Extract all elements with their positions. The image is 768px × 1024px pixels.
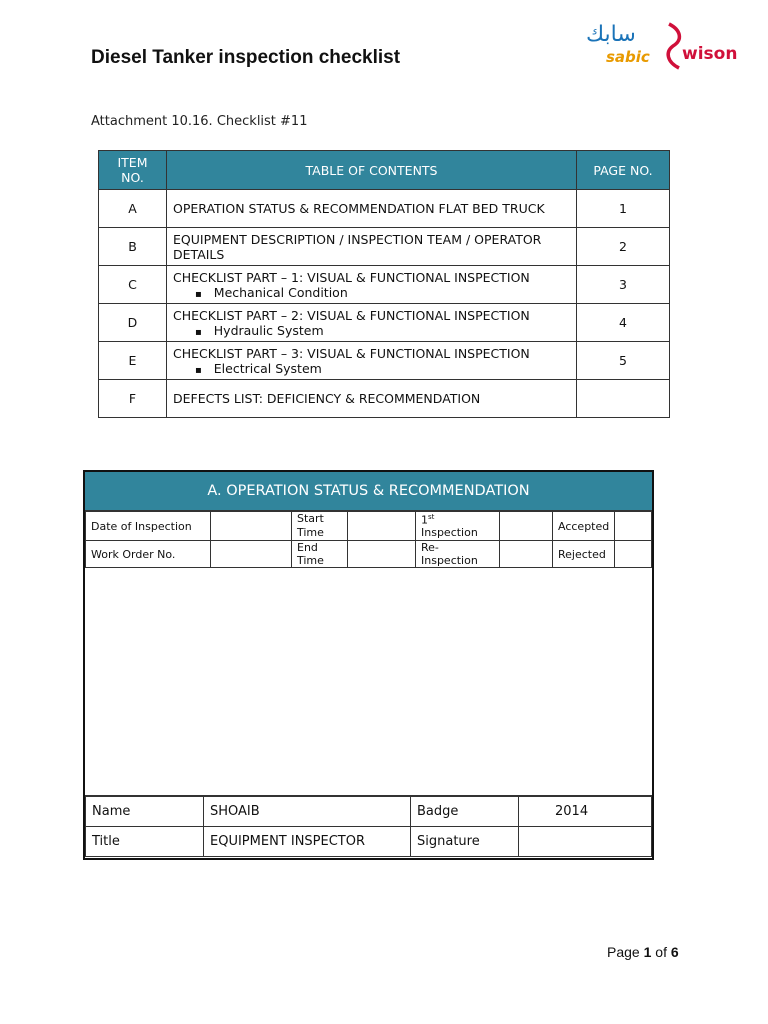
- name-value[interactable]: SHOAIB: [204, 797, 411, 827]
- page-current: 1: [643, 944, 652, 960]
- toc-header-item-no: ITEM NO.: [99, 151, 167, 190]
- toc-subitem: ▪ Mechanical Condition: [173, 285, 570, 300]
- toc-page: 5: [577, 342, 670, 380]
- accepted-label: Accepted: [553, 512, 615, 541]
- date-of-inspection-field[interactable]: [211, 512, 292, 541]
- toc-text: CHECKLIST PART – 2: VISUAL & FUNCTIONAL INSPECTION: [173, 307, 530, 323]
- toc-subitem: ▪ Hydraulic System: [173, 323, 570, 338]
- table-row: [99, 304, 670, 342]
- date-of-inspection-label: Date of Inspection: [86, 512, 211, 541]
- table-row: [86, 512, 652, 541]
- first-inspection-label: [416, 512, 500, 541]
- table-row: [99, 190, 670, 228]
- rejected-checkbox[interactable]: [615, 541, 652, 568]
- toc-cell: [167, 266, 577, 304]
- signature-field[interactable]: [519, 827, 652, 857]
- signature-label: Signature: [411, 827, 519, 857]
- name-label: Name: [86, 797, 204, 827]
- work-order-label: Work Order No.: [86, 541, 211, 568]
- start-time-label: Start Time: [292, 512, 348, 541]
- toc-text: CHECKLIST PART – 3: VISUAL & FUNCTIONAL INSPECTION: [173, 345, 530, 361]
- toc-page: 2: [577, 228, 670, 266]
- toc-header-page-no: PAGE NO.: [577, 151, 670, 190]
- re-inspection-label: Re-Inspection: [416, 541, 500, 568]
- accepted-checkbox[interactable]: [615, 512, 652, 541]
- table-of-contents: [98, 150, 670, 418]
- toc-item: E: [99, 342, 167, 380]
- inspection-info-table: [85, 511, 652, 568]
- toc-text: CHECKLIST PART – 1: VISUAL & FUNCTIONAL INSPECTION: [173, 269, 530, 285]
- toc-page: 1: [577, 190, 670, 228]
- table-row: [86, 797, 652, 827]
- end-time-label: End Time: [292, 541, 348, 568]
- company-logo: [584, 22, 738, 72]
- toc-text: OPERATION STATUS & RECOMMENDATION FLAT BED TRUCK: [167, 190, 577, 228]
- status-recommendation-area[interactable]: [85, 568, 652, 796]
- toc-page: 3: [577, 266, 670, 304]
- toc-cell: [167, 304, 577, 342]
- first-inspection-number: 1: [421, 513, 428, 527]
- toc-item: B: [99, 228, 167, 266]
- section-a-operation-status: [83, 470, 654, 860]
- table-row: [99, 342, 670, 380]
- badge-value[interactable]: 2014: [519, 797, 652, 827]
- section-a-title: A. OPERATION STATUS & RECOMMENDATION: [85, 472, 652, 511]
- first-inspection-text: Inspection: [421, 526, 478, 540]
- toc-cell: [167, 342, 577, 380]
- inspector-signoff-table: [85, 796, 652, 857]
- re-inspection-checkbox[interactable]: [500, 541, 553, 568]
- page-prefix: Page: [607, 944, 644, 960]
- table-row: [86, 827, 652, 857]
- sabic-logo-text: sabic: [606, 48, 650, 66]
- sabic-arabic-logo-text: سابك: [586, 22, 636, 47]
- toc-page: 4: [577, 304, 670, 342]
- page-total: 6: [670, 944, 679, 960]
- table-row: [99, 228, 670, 266]
- rejected-label: Rejected: [553, 541, 615, 568]
- start-time-field[interactable]: [348, 512, 416, 541]
- document-title: Diesel Tanker inspection checklist: [91, 47, 401, 68]
- work-order-field[interactable]: [211, 541, 292, 568]
- toc-item: F: [99, 380, 167, 418]
- toc-text: DEFECTS LIST: DEFICIENCY & RECOMMENDATION: [167, 380, 577, 418]
- toc-page: [577, 380, 670, 418]
- table-row: [99, 266, 670, 304]
- badge-label: Badge: [411, 797, 519, 827]
- attachment-label: Attachment 10.16. Checklist #11: [91, 114, 308, 129]
- title-label: Title: [86, 827, 204, 857]
- toc-item: C: [99, 266, 167, 304]
- page-of: of: [651, 944, 671, 960]
- title-value[interactable]: EQUIPMENT INSPECTOR: [204, 827, 411, 857]
- page-number: [607, 944, 679, 960]
- table-row: [99, 380, 670, 418]
- first-inspection-checkbox[interactable]: [500, 512, 553, 541]
- toc-item: D: [99, 304, 167, 342]
- toc-subitem: ▪ Electrical System: [173, 361, 570, 376]
- end-time-field[interactable]: [348, 541, 416, 568]
- wison-logo-text: wison: [682, 44, 738, 64]
- toc-text: EQUIPMENT DESCRIPTION / INSPECTION TEAM / OPERATOR DETAILS: [167, 228, 577, 266]
- toc-header-contents: TABLE OF CONTENTS: [167, 151, 577, 190]
- toc-item: A: [99, 190, 167, 228]
- table-row: [86, 541, 652, 568]
- first-inspection-ordinal: st: [428, 512, 435, 521]
- toc-header-row: [99, 151, 670, 190]
